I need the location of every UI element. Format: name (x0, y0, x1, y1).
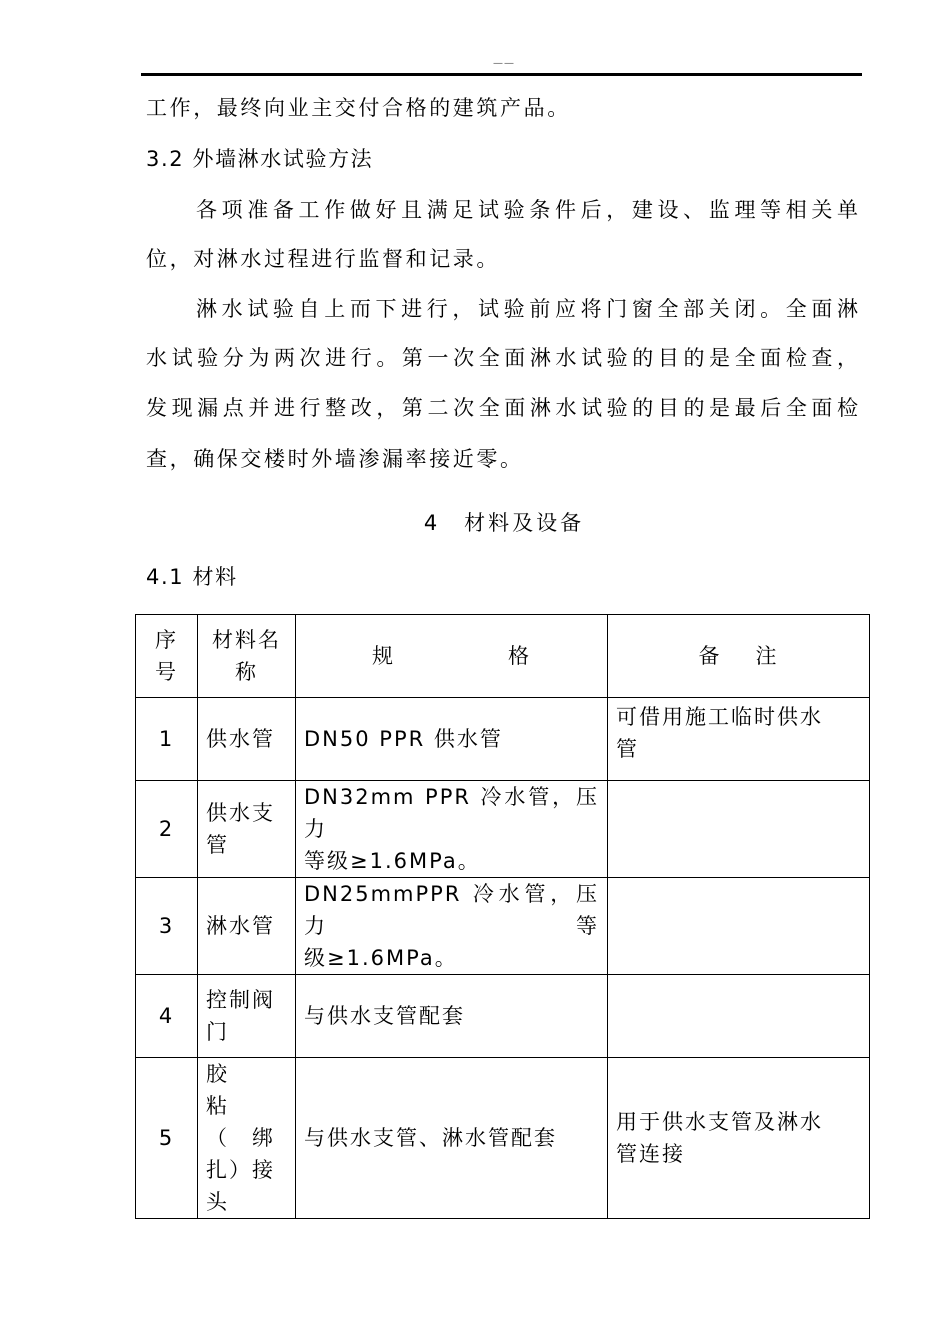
cell-note (608, 1058, 870, 1219)
header-cell-name (198, 615, 296, 698)
header-text: 称 (235, 660, 258, 684)
paragraph-line: 查，确保交楼时外墙渗漏率接近零。 (146, 447, 524, 471)
paragraph-line: 水试验分为两次进行。第一次全面淋水试验的目的是全面检查， (146, 346, 858, 370)
table-row (136, 975, 870, 1058)
cell-text: 用于供水支管及淋水 (616, 1110, 823, 1134)
header-cell-spec (296, 615, 608, 698)
cell-text: 供水管 (206, 727, 275, 751)
table-row (136, 698, 870, 781)
cell-name (198, 698, 296, 781)
paragraph-line: 各项准备工作做好且满足试验条件后，建设、监理等相关单 (196, 198, 858, 222)
cell-text: DN25mmPPR 冷水管，压力等 (304, 882, 599, 938)
cell-text: 级≥1.6MPa。 (304, 946, 458, 970)
section-heading-3-2: 3.2 外墙淋水试验方法 (146, 147, 374, 171)
cell-no: 5 (136, 1058, 198, 1219)
cell-text: 扎）接 (206, 1158, 275, 1182)
cell-text: 与供水支管、淋水管配套 (304, 1126, 557, 1150)
cell-text: DN32mm PPR 冷水管，压力 (304, 785, 599, 841)
cell-text: 可借用施工临时供水 (616, 705, 823, 729)
cell-no: 1 (136, 698, 198, 781)
cell-no: 3 (136, 878, 198, 975)
header-text: 材料名 (212, 628, 281, 652)
paragraph-line: 发现漏点并进行整改，第二次全面淋水试验的目的是最后全面检 (146, 396, 858, 420)
header-text: 注 (755, 644, 779, 668)
header-cell-note (608, 615, 870, 698)
cell-text: 管连接 (616, 1142, 685, 1166)
header-rule (141, 73, 862, 76)
cell-text: 等级≥1.6MPa。 (304, 849, 481, 873)
cell-note (608, 781, 870, 878)
cell-spec (296, 781, 608, 878)
header-text: 备 (698, 644, 722, 668)
table-header-row (136, 615, 870, 698)
cell-text: 供水支 (206, 801, 275, 825)
cell-spec (296, 1058, 608, 1219)
cell-name (198, 878, 296, 975)
table-row (136, 1058, 870, 1219)
cell-note (608, 975, 870, 1058)
header-text: 号 (155, 660, 178, 684)
paragraph-line: 位，对淋水过程进行监督和记录。 (146, 247, 500, 271)
cell-note (608, 878, 870, 975)
header-text: 格 (508, 644, 531, 668)
section-heading-4-1: 4.1 材料 (146, 565, 238, 589)
cell-name (198, 781, 296, 878)
section-heading-4: 4 材料及设备 (423, 511, 585, 535)
cell-text: 管 (616, 737, 639, 761)
cell-text: 淋水管 (206, 914, 275, 938)
cell-text: 门 (206, 1020, 229, 1044)
paragraph-line: 淋水试验自上而下进行，试验前应将门窗全部关闭。全面淋 (196, 297, 858, 321)
cell-text: DN50 PPR 供水管 (304, 727, 503, 751)
cell-text: 控制阀 (206, 988, 275, 1012)
cell-name (198, 975, 296, 1058)
cell-text: 管 (206, 833, 229, 857)
cell-no: 2 (136, 781, 198, 878)
cell-spec (296, 878, 608, 975)
header-mark: —— (493, 58, 515, 69)
header-cell-no (136, 615, 198, 698)
paragraph-line: 工作，最终向业主交付合格的建筑产品。 (146, 96, 571, 120)
cell-no: 4 (136, 975, 198, 1058)
cell-name (198, 1058, 296, 1219)
table-row (136, 878, 870, 975)
table-row (136, 781, 870, 878)
cell-spec (296, 698, 608, 781)
materials-table (135, 614, 870, 1219)
cell-text: （ 绑 (206, 1126, 275, 1150)
cell-text: 胶 粘 (206, 1062, 275, 1118)
header-text: 规 (372, 644, 395, 668)
cell-text: 与供水支管配套 (304, 1004, 465, 1028)
cell-spec (296, 975, 608, 1058)
header-text: 序 (155, 628, 178, 652)
cell-text: 头 (206, 1190, 229, 1214)
cell-note (608, 698, 870, 781)
